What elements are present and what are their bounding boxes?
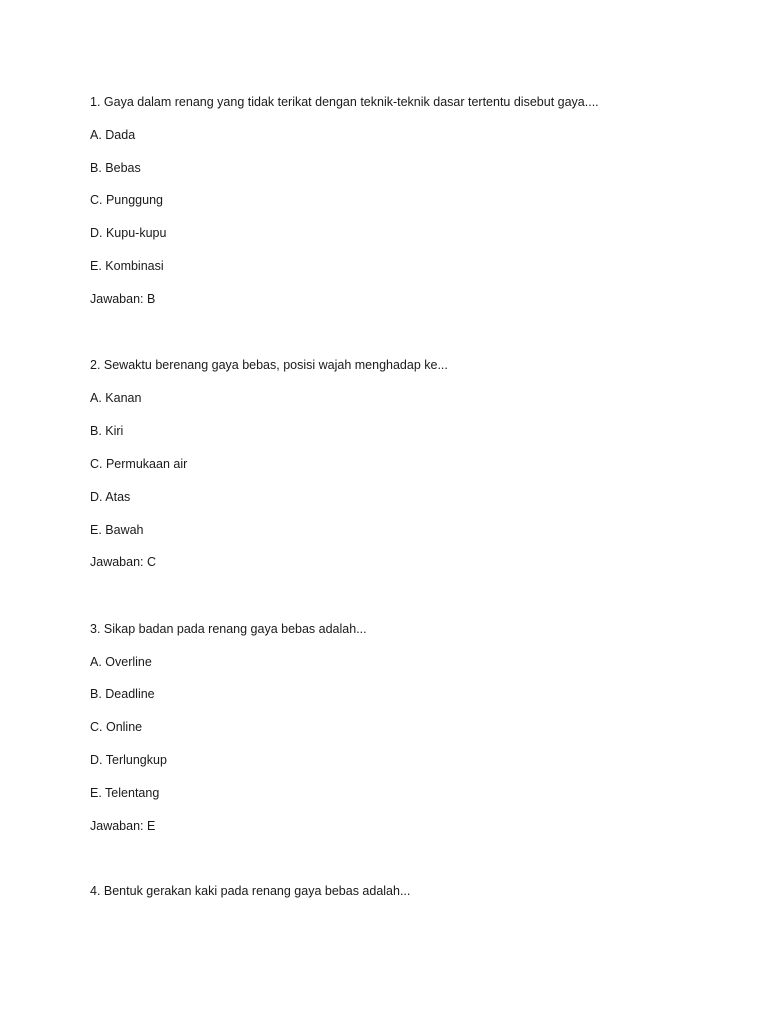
question-1-option-e: E. Kombinasi (90, 259, 164, 273)
question-4-text: 4. Bentuk gerakan kaki pada renang gaya bebas adalah... (90, 884, 411, 898)
question-3-answer: Jawaban: E (90, 819, 156, 833)
question-3-option-c: C. Online (90, 720, 143, 734)
question-1-option-d: D. Kupu-kupu (90, 226, 167, 240)
question-2-option-c: C. Permukaan air (90, 457, 188, 471)
question-2-option-e: E. Bawah (90, 523, 144, 537)
question-2-option-b: B. Kiri (90, 424, 124, 438)
question-3-option-b: B. Deadline (90, 687, 155, 701)
question-1-text: 1. Gaya dalam renang yang tidak terikat dengan teknik-teknik dasar tertentu disebut gaya.... (90, 95, 599, 109)
question-1-option-a: A. Dada (90, 128, 136, 142)
question-2-option-a: A. Kanan (90, 391, 142, 405)
question-2-option-d: D. Atas (90, 490, 131, 504)
question-3-option-a: A. Overline (90, 655, 152, 669)
question-1-option-b: B. Bebas (90, 161, 141, 175)
question-2-text: 2. Sewaktu berenang gaya bebas, posisi wajah menghadap ke... (90, 358, 448, 372)
question-1-option-c: C. Punggung (90, 193, 163, 207)
question-1-answer: Jawaban: B (90, 292, 156, 306)
question-3-text: 3. Sikap badan pada renang gaya bebas adalah... (90, 622, 367, 636)
question-3-option-e: E. Telentang (90, 786, 160, 800)
question-3-option-d: D. Terlungkup (90, 753, 167, 767)
question-2-answer: Jawaban: C (90, 555, 157, 569)
